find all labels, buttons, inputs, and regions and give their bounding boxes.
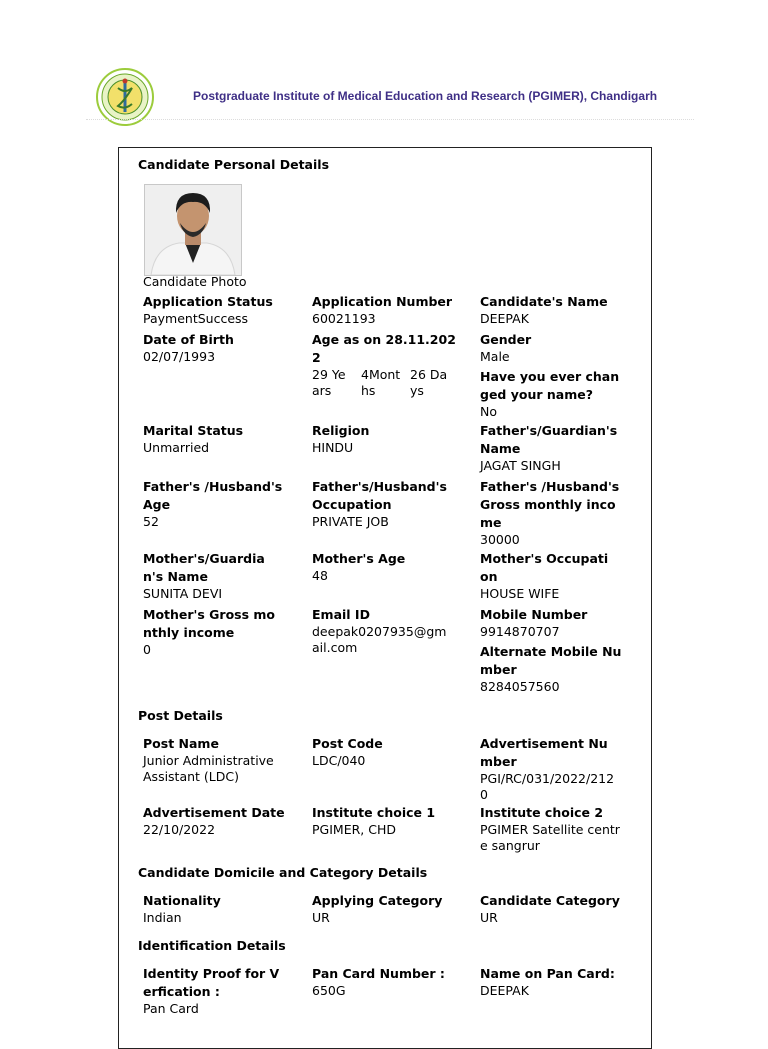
field-label: Gender [480, 332, 532, 347]
age-days: 26 Days [410, 367, 448, 398]
field-label: Applying Category [312, 893, 443, 908]
field-marital-status [143, 422, 293, 456]
field-value: 22/10/2022 [143, 822, 216, 837]
field-label: Father's/Guardian's Name [480, 423, 618, 456]
field-value: 0 [143, 642, 151, 657]
field-alt-mobile [480, 643, 622, 695]
field-email [312, 606, 452, 656]
field-value: Pan Card [143, 1001, 199, 1016]
field-label: Father's /Husband's Gross monthly income [480, 479, 620, 530]
field-father-name [480, 422, 620, 474]
field-value: 48 [312, 568, 328, 583]
field-label: Application Status [143, 294, 273, 309]
field-application-status [143, 293, 293, 327]
field-application-number [312, 293, 462, 327]
field-label: Nationality [143, 893, 221, 908]
field-label: Candidate's Name [480, 294, 608, 309]
photo-caption: Candidate Photo [143, 274, 247, 289]
field-value: UR [312, 910, 330, 925]
field-nationality [143, 892, 293, 926]
pgimer-logo [96, 68, 154, 126]
header-divider [86, 119, 694, 120]
field-label: Mother's Age [312, 551, 406, 566]
field-institute-choice-2 [480, 804, 620, 854]
field-value: HOUSE WIFE [480, 586, 560, 601]
section-title-personal: Candidate Personal Details [138, 157, 330, 172]
field-value: LDC/040 [312, 753, 366, 768]
candidate-photo [144, 184, 242, 276]
field-label: Mobile Number [480, 607, 588, 622]
section-title-post: Post Details [138, 708, 223, 723]
field-label: Advertisement Date [143, 805, 285, 820]
age-years: 29 Years [312, 367, 346, 398]
field-value: 60021193 [312, 311, 376, 326]
field-religion [312, 422, 462, 456]
field-value: Indian [143, 910, 182, 925]
field-label: Application Number [312, 294, 453, 309]
field-mother-occupation [480, 550, 616, 602]
field-label: Have you ever changed your name? [480, 369, 620, 402]
field-label: Institute choice 2 [480, 805, 604, 820]
field-value: 52 [143, 514, 159, 529]
field-mobile [480, 606, 630, 640]
field-value: Male [480, 349, 510, 364]
field-value: Junior Administrative Assistant (LDC) [143, 753, 274, 784]
field-value: PRIVATE JOB [312, 514, 389, 529]
field-label: Post Name [143, 736, 219, 751]
field-mother-name [143, 550, 283, 602]
field-post-code [312, 735, 462, 769]
field-post-name [143, 735, 288, 785]
field-pan-name [480, 965, 630, 999]
field-label: Pan Card Number : [312, 966, 445, 981]
field-label: Email ID [312, 607, 370, 622]
field-advertisement-number [480, 735, 620, 803]
field-value: PGIMER, CHD [312, 822, 396, 837]
field-father-age [143, 478, 283, 530]
field-value: HINDU [312, 440, 354, 455]
field-mother-age [312, 550, 462, 584]
field-institute-choice-1 [312, 804, 462, 838]
field-label: Name on Pan Card: [480, 966, 615, 981]
field-pan-number [312, 965, 462, 999]
field-label: Mother's Occupation [480, 551, 609, 584]
field-label: Religion [312, 423, 370, 438]
field-label: Date of Birth [143, 332, 234, 347]
field-value: 650G [312, 983, 346, 998]
field-label: Father's /Husband's Age [143, 479, 283, 512]
field-value: Unmarried [143, 440, 210, 455]
field-label: Marital Status [143, 423, 244, 438]
field-candidate-name [480, 293, 630, 327]
field-label: Mother's/Guardian's Name [143, 551, 265, 584]
field-date-of-birth [143, 331, 293, 365]
section-title-identification: Identification Details [138, 938, 286, 953]
field-value: PGIMER Satellite centre sangrur [480, 822, 620, 853]
field-father-occupation [312, 478, 452, 530]
section-title-domicile: Candidate Domicile and Category Details [138, 865, 428, 880]
field-label: Post Code [312, 736, 383, 751]
field-value: PaymentSuccess [143, 311, 249, 326]
field-applying-category [312, 892, 462, 926]
field-value: 30000 [480, 532, 520, 547]
field-value: 02/07/1993 [143, 349, 216, 364]
field-label: Alternate Mobile Number [480, 644, 622, 677]
field-value: deepak0207935@gmail.com [312, 624, 447, 655]
field-label: Age as on 28.11.2022 [312, 332, 456, 365]
field-value: JAGAT SINGH [480, 458, 561, 473]
field-value: SUNITA DEVI [143, 586, 223, 601]
field-value: DEEPAK [480, 311, 529, 326]
field-value: 8284057560 [480, 679, 560, 694]
field-value: No [480, 404, 497, 419]
age-months: 4Months [361, 367, 401, 398]
field-gender [480, 331, 630, 365]
field-label: Candidate Category [480, 893, 620, 908]
field-value: DEEPAK [480, 983, 529, 998]
field-value: PGI/RC/031/2022/2120 [480, 771, 615, 802]
field-advertisement-date [143, 804, 293, 838]
age-value [312, 367, 450, 399]
field-value: UR [480, 910, 498, 925]
field-label: Mother's Gross monthly income [143, 607, 276, 640]
field-age [312, 331, 462, 399]
institute-name: Postgraduate Institute of Medical Education and Research (PGIMER), Chandigarh [193, 89, 658, 103]
field-label: Identity Proof for Verfication : [143, 966, 280, 999]
field-label: Father's/Husband's Occupation [312, 479, 447, 512]
field-name-change [480, 368, 620, 420]
field-father-income [480, 478, 620, 548]
field-identity-proof [143, 965, 283, 1017]
field-label: Advertisement Number [480, 736, 608, 769]
field-label: Institute choice 1 [312, 805, 436, 820]
field-value: 9914870707 [480, 624, 560, 639]
field-candidate-category [480, 892, 630, 926]
field-mother-income [143, 606, 283, 658]
